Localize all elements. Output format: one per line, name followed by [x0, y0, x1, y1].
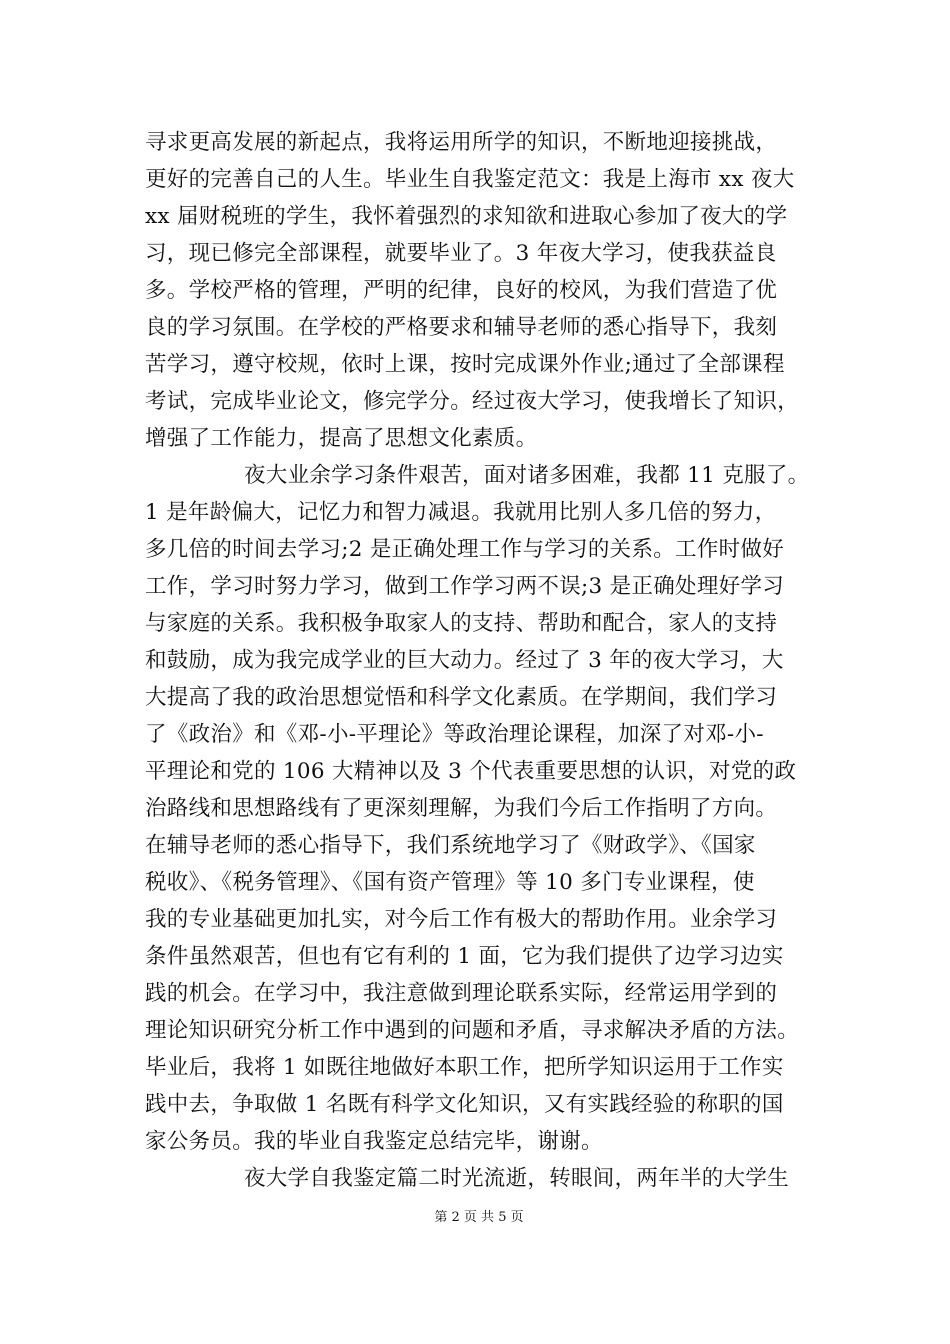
text-line: 我的专业基础更加扎实，对今后工作有极大的帮助作用。业余学习: [145, 907, 778, 932]
text-line: 条件虽然艰苦，但也有它有利的 1 面，它为我们提供了边学习边实: [145, 944, 784, 969]
text-line: 增强了工作能力，提高了思想文化素质。: [145, 426, 538, 451]
text-line: 税收》、《税务管理》、《国有资产管理》等 10 多门专业课程，使: [145, 870, 755, 895]
text-line: xx 届财税班的学生，我怀着强烈的求知欲和进取心参加了夜大的学: [145, 204, 788, 229]
text-line: 工作，学习时努力学习，做到工作学习两不误;3 是正确处理好学习: [145, 574, 785, 599]
text-line: 良的学习氛围。在学校的严格要求和辅导老师的悉心指导下，我刻: [145, 315, 778, 340]
text-line: 了《政治》和《邓-小-平理论》等政治理论课程，加深了对邓-小-: [145, 722, 764, 747]
text-line: 平理论和党的 106 大精神以及 3 个代表重要思想的认识，对党的政: [145, 759, 797, 784]
text-line: 践的机会。在学习中，我注意做到理论联系实际，经常运用学到的: [145, 981, 778, 1006]
text-line: 寻求更高发展的新起点，我将运用所学的知识，不断地迎接挑战，: [145, 130, 778, 155]
text-line: 和鼓励，成为我完成学业的巨大动力。经过了 3 年的夜大学习，大: [145, 648, 784, 673]
text-line: 践中去，争取做 1 名既有科学文化知识，又有实践经验的称职的国: [145, 1092, 784, 1117]
text-line: 大提高了我的政治思想觉悟和科学文化素质。在学期间，我们学习: [145, 685, 778, 710]
page-footer: 第 2 页 共 5 页: [434, 1210, 524, 1225]
text-line: 在辅导老师的悉心指导下，我们系统地学习了《财政学》、《国家: [145, 833, 756, 858]
paragraph-start-line: 夜大业余学习条件艰苦，面对诸多困难，我都 11 克服了。: [244, 463, 810, 488]
text-line: 习，现已修完全部课程，就要毕业了。3 年夜大学习，使我获益良: [145, 241, 777, 266]
text-line: 毕业后，我将 1 如既往地做好本职工作，把所学知识运用于工作实: [145, 1055, 784, 1080]
text-line: 多。学校严格的管理，严明的纪律，良好的校风，为我们营造了优: [145, 278, 778, 303]
text-line: 多几倍的时间去学习;2 是正确处理工作与学习的关系。工作时做好: [145, 537, 785, 562]
text-line: 更好的完善自己的人生。毕业生自我鉴定范文：我是上海市 xx 夜大: [145, 167, 795, 192]
text-line: 苦学习，遵守校规，依时上课，按时完成课外作业;通过了全部课程: [145, 352, 785, 377]
text-line: 1 是年龄偏大，记忆力和智力减退。我就用比别人多几倍的努力，: [145, 500, 777, 525]
text-line: 与家庭的关系。我积极争取家人的支持、帮助和配合，家人的支持: [145, 611, 778, 636]
text-line: 理论知识研究分析工作中遇到的问题和矛盾，寻求解决矛盾的方法。: [145, 1018, 800, 1043]
text-line: 家公务员。我的毕业自我鉴定总结完毕，谢谢。: [145, 1129, 603, 1154]
text-line: 治路线和思想路线有了更深刻理解，为我们今后工作指明了方向。: [145, 796, 778, 821]
paragraph-start-line: 夜大学自我鉴定篇二时光流逝，转眼间，两年半的大学生: [244, 1166, 790, 1191]
text-line: 考试，完成毕业论文，修完学分。经过夜大学习，使我增长了知识，: [145, 389, 800, 414]
